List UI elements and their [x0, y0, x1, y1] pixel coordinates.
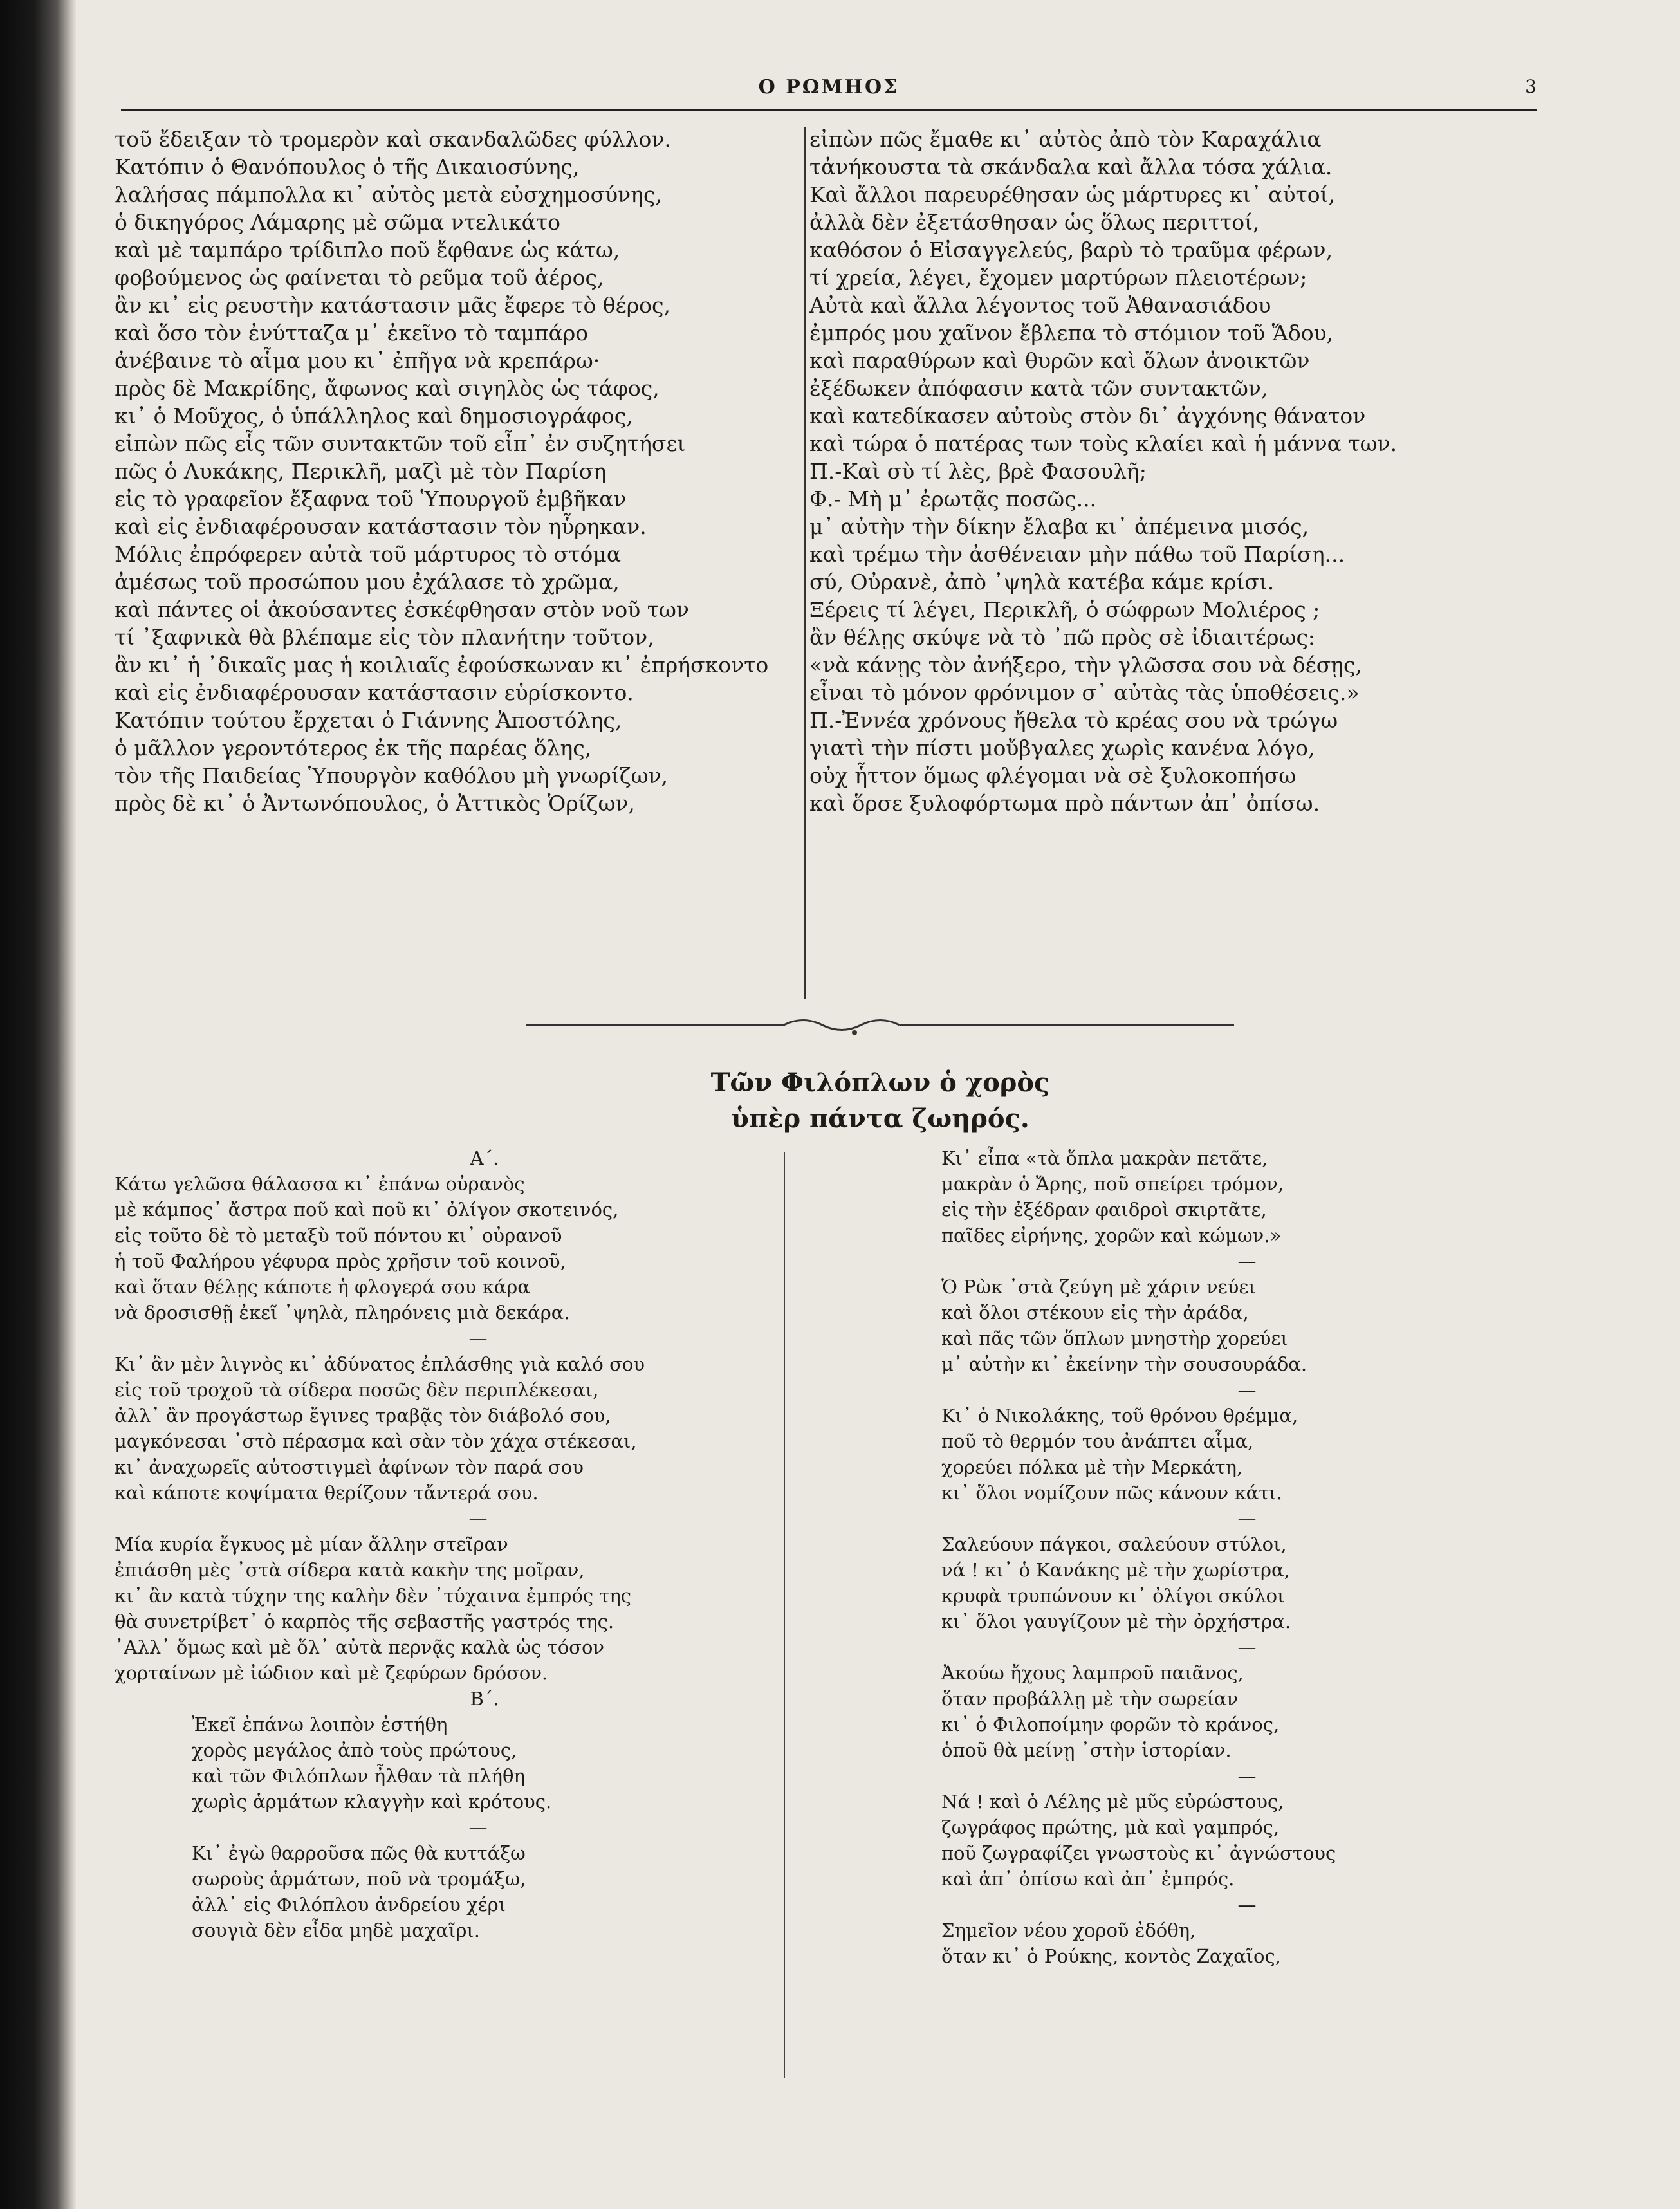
- verse-line: Νά ! καὶ ὁ Λέλης μὲ μῦς εὐρώστους,: [941, 1791, 1284, 1813]
- text-line: καὶ κατεδίκασεν αὐτοὺς στὸν δι᾽ ἀγχόνης θάνατον: [809, 403, 1366, 429]
- text-line: εἰπὼν πῶς ἔμαθε κι᾽ αὐτὸς ἀπὸ τὸν Καραχάλια: [809, 127, 1322, 152]
- verse-line: μ᾽ αὐτὴν κι᾽ ἐκείνην τὴν σουσουράδα.: [941, 1353, 1307, 1375]
- verse-line: ζωγράφος πρώτης, μὰ καὶ γαμπρός,: [941, 1816, 1280, 1838]
- column-divider: [804, 127, 806, 999]
- verse-line: ὅταν προβάλλῃ μὲ τὴν σωρείαν: [941, 1688, 1239, 1710]
- text-line: σύ, Οὐρανὲ, ἀπὸ ᾽ψηλὰ κατέβα κάμε κρίσι.: [809, 569, 1275, 595]
- text-line: ὁ μᾶλλον γεροντότερος ἐκ τῆς παρέας ὅλης,: [115, 735, 592, 761]
- text-line: ἂν κι᾽ ἡ ᾽δικαῖς μας ἡ κοιλιαῖς ἐφούσκωναν κι᾽ ἐπρήσκοντο: [115, 652, 769, 678]
- section-heading: Α΄.: [470, 1147, 499, 1169]
- verse-line: χωρὶς ἁρμάτων κλαγγὴν καὶ κρότους.: [192, 1791, 552, 1813]
- verse-line: εἰς τοῦ τροχοῦ τὰ σίδερα ποσῶς δὲν περιπλέκεσαι,: [115, 1379, 599, 1401]
- verse-line: χορεύει πόλκα μὲ τὴν Μερκάτη,: [941, 1456, 1243, 1478]
- text-line: εἰς τὸ γραφεῖον ἔξαφνα τοῦ Ὑπουργοῦ ἐμβῆκαν: [115, 486, 627, 512]
- verse-line: ἐπιάσθη μὲς ᾽στὰ σίδερα κατὰ κακὴν της μοῖραν,: [115, 1559, 585, 1581]
- text-line: Μόλις ἐπρόφερεν αὐτὰ τοῦ μάρτυρος τὸ στόμα: [115, 542, 622, 567]
- text-line: Αὐτὰ καὶ ἄλλα λέγοντος τοῦ Ἀθανασιάδου: [809, 293, 1271, 318]
- text-line: Κατόπιν τούτου ἔρχεται ὁ Γιάννης Ἀποστόλης,: [115, 708, 622, 733]
- verse-line: μὲ κάμπος᾽ ἄστρα ποῦ καὶ ποῦ κι᾽ ὀλίγον σκοτεινός,: [115, 1199, 619, 1221]
- verse-line: σωροὺς ἁρμάτων, ποῦ νὰ τρομάξω,: [192, 1868, 526, 1890]
- verse-line: μαγκόνεσαι ᾽στὸ πέρασμα καὶ σὰν τὸν χάχα στέκεσαι,: [115, 1430, 637, 1452]
- text-line: τἀνήκουστα τὰ σκάνδαλα καὶ ἄλλα τόσα χάλια.: [809, 154, 1333, 180]
- text-line: μ᾽ αὐτὴν τὴν δίκην ἔλαβα κι᾽ ἀπέμεινα μισός,: [809, 514, 1309, 539]
- text-line: ἀνέβαινε τὸ αἷμα μου κι᾽ ἐπῆγα νὰ κρεπάρω·: [115, 348, 600, 373]
- section-heading: Β΄.: [470, 1688, 499, 1710]
- text-line: τί χρεία, λέγει, ἔχομεν μαρτύρων πλειοτέρων;: [809, 265, 1307, 290]
- text-line: «νὰ κάνῃς τὸν ἀνήξερο, τὴν γλῶσσα σου νὰ δέσῃς,: [809, 652, 1363, 678]
- stanza-separator: —: [468, 1816, 488, 1838]
- verse-line: χορὸς μεγάλος ἀπὸ τοὺς πρώτους,: [192, 1739, 517, 1761]
- verse-line: Κι᾽ ἐγὼ θαρροῦσα πῶς θὰ κυττάξω: [192, 1842, 526, 1864]
- verse-line: ποῦ ζωγραφίζει γνωστοὺς κι᾽ ἀγνώστους: [941, 1842, 1336, 1864]
- text-line: τί ᾽ξαφνικὰ θὰ βλέπαμε εἰς τὸν πλανήτην τοῦτον,: [115, 625, 654, 650]
- text-line: κι᾽ ὁ Μοῦχος, ὁ ὑπάλληλος καὶ δημοσιογράφος,: [115, 403, 633, 429]
- text-line: καὶ μὲ ταμπάρο τρίδιπλο ποῦ ἔφθανε ὡς κάτω,: [115, 237, 620, 263]
- stanza-separator: —: [1237, 1250, 1257, 1272]
- text-line: Κατόπιν ὁ Θανόπουλος ὁ τῆς Δικαιοσύνης,: [115, 154, 580, 180]
- text-line: Φ.- Μὴ μ᾽ ἐρωτᾷς ποσῶς...: [809, 486, 1097, 512]
- verse-line: καὶ ἀπ᾽ ὀπίσω καὶ ἀπ᾽ ἐμπρός.: [941, 1868, 1235, 1890]
- text-line: καὶ εἰς ἐνδιαφέρουσαν κατάστασιν τὸν ηὗρηκαν.: [115, 514, 647, 539]
- text-line: εἶναι τὸ μόνον φρόνιμον σ᾽ αὐτὰς τὰς ὑποθέσεις.»: [809, 680, 1360, 705]
- verse-line: καὶ πᾶς τῶν ὅπλων μνηστὴρ χορεύει: [941, 1327, 1288, 1349]
- verse-line: παῖδες εἰρήνης, χορῶν καὶ κώμων.»: [941, 1225, 1282, 1246]
- poem-title: [526, 1065, 1234, 1137]
- right-text-column: [809, 125, 1569, 817]
- verse-line: Μία κυρία ἔγκυος μὲ μίαν ἄλλην στεῖραν: [115, 1533, 508, 1555]
- masthead-title: Ο ΡΩΜΗΟΣ: [758, 76, 900, 98]
- verse-right-column: [941, 1145, 1553, 1969]
- stanza-separator: —: [1237, 1636, 1257, 1658]
- verse-line: ὁποῦ θὰ μείνῃ ᾽στὴν ἱστορίαν.: [941, 1739, 1232, 1761]
- verse-line: χορταίνων μὲ ἰώδιον καὶ μὲ ζεφύρων δρόσον.: [115, 1662, 548, 1684]
- text-line: Ξέρεις τί λέγει, Περικλῆ, ὁ σώφρων Μολιέρος ;: [809, 597, 1320, 622]
- text-line: ἀμέσως τοῦ προσώπου μου ἐχάλασε τὸ χρῶμα,: [115, 569, 620, 595]
- page-number: 3: [1525, 76, 1537, 97]
- verse-line: Σαλεύουν πάγκοι, σαλεύουν στύλοι,: [941, 1533, 1287, 1555]
- verse-line: Ὁ Ρὼκ ᾽στὰ ζεύγη μὲ χάριν νεύει: [941, 1276, 1256, 1298]
- newspaper-page: [76, 0, 1680, 2209]
- verse-line: καὶ κάποτε κοψίματα θερίζουν τἄντερά σου.: [115, 1482, 539, 1504]
- text-line: καὶ εἰς ἐνδιαφέρουσαν κατάστασιν εὑρίσκοντο.: [115, 680, 634, 705]
- text-line: ἐμπρός μου χαῖνον ἔβλεπα τὸ στόμιον τοῦ Ἅδου,: [809, 320, 1334, 346]
- text-line: καὶ τώρα ὁ πατέρας των τοὺς κλαίει καὶ ἡ μάννα των.: [809, 431, 1398, 456]
- poem-title-line-1: Τῶν Φιλόπλων ὁ χορὸς: [710, 1068, 1050, 1098]
- verse-line: κι᾽ ἂν κατὰ τύχην της καλὴν δὲν ᾽τύχαινα ἐμπρός της: [115, 1585, 631, 1607]
- text-line: Π.-Ἐννέα χρόνους ἤθελα τὸ κρέας σου νὰ τρώγω: [809, 708, 1338, 733]
- stanza-separator: —: [1237, 1379, 1257, 1401]
- verse-line: Ἀκούω ἤχους λαμπροῦ παιᾶνος,: [941, 1662, 1244, 1684]
- text-line: πρὸς δὲ κι᾽ ὁ Ἀντωνόπουλος, ὁ Ἀττικὸς Ὁρίζων,: [115, 791, 635, 816]
- verse-left-column: [115, 1145, 842, 1943]
- text-line: καὶ τρέμω τὴν ἀσθένειαν μὴν πάθω τοῦ Παρίση...: [809, 542, 1345, 567]
- text-line: καθόσον ὁ Εἰσαγγελεύς, βαρὺ τὸ τραῦμα φέρων,: [809, 237, 1333, 263]
- stanza-separator: —: [1237, 1765, 1257, 1787]
- verse-line: νά ! κι᾽ ὁ Κανάκης μὲ τὴν χωρίστρα,: [941, 1559, 1290, 1581]
- verse-column-divider: [784, 1152, 785, 2078]
- text-line: Καὶ ἄλλοι παρευρέθησαν ὡς μάρτυρες κι᾽ αὐτοί,: [809, 182, 1336, 207]
- verse-line: καὶ ὅταν θέλῃς κάποτε ἡ φλογερά σου κάρα: [115, 1276, 530, 1298]
- verse-line: Κάτω γελῶσα θάλασσα κι᾽ ἐπάνω οὐρανὸς: [115, 1173, 525, 1195]
- text-line: εἰπὼν πῶς εἷς τῶν συντακτῶν τοῦ εἶπ᾽ ἐν συζητήσει: [115, 431, 686, 456]
- header-rule: [121, 109, 1537, 111]
- page-header: [121, 76, 1537, 115]
- verse-line: Σημεῖον νέου χοροῦ ἐδόθη,: [941, 1919, 1196, 1941]
- verse-line: κι᾽ ὅλοι γαυγίζουν μὲ τὴν ὀρχήστρα.: [941, 1611, 1291, 1632]
- stanza-separator: —: [468, 1508, 488, 1530]
- verse-line: εἰς τὴν ἐξέδραν φαιδροὶ σκιρτᾶτε,: [941, 1199, 1267, 1221]
- verse-line: κι᾽ ἀναχωρεῖς αὐτοστιγμεὶ ἀφίνων τὸν παρά σου: [115, 1456, 584, 1478]
- text-line: καὶ ὅρσε ξυλοφόρτωμα πρὸ πάντων ἀπ᾽ ὀπίσω.: [809, 791, 1320, 816]
- text-line: ἀλλὰ δὲν ἐξετάσθησαν ὡς ὅλως περιττοί,: [809, 210, 1260, 235]
- text-line: πῶς ὁ Λυκάκης, Περικλῆ, μαζὶ μὲ τὸν Παρίση: [115, 459, 607, 484]
- verse-line: ποῦ τὸ θερμόν του ἀνάπτει αἷμα,: [941, 1430, 1254, 1452]
- verse-line: νὰ δροσισθῇ ἐκεῖ ᾽ψηλὰ, πληρόνεις μιὰ δεκάρα.: [115, 1302, 570, 1324]
- text-line: Π.-Καὶ σὺ τί λὲς, βρὲ Φασουλῆ;: [809, 459, 1147, 484]
- text-line: τὸν τῆς Παιδείας Ὑπουργὸν καθόλου μὴ γνωρίζων,: [115, 763, 669, 788]
- verse-line: μακρὰν ὁ Ἄρης, ποῦ σπείρει τρόμον,: [941, 1173, 1284, 1195]
- text-line: τοῦ ἔδειξαν τὸ τρομερὸν καὶ σκανδαλῶδες φύλλον.: [115, 127, 671, 152]
- text-line: ἂν κι᾽ εἰς ρευστὴν κατάστασιν μᾶς ἔφερε τὸ θέρος,: [115, 293, 671, 318]
- verse-line: Κι᾽ ὁ Νικολάκης, τοῦ θρόνου θρέμμα,: [941, 1405, 1298, 1427]
- stanza-separator: —: [1237, 1894, 1257, 1916]
- stanza-separator: —: [1237, 1508, 1257, 1530]
- verse-line: κι᾽ ὁ Φιλοποίμην φορῶν τὸ κράνος,: [941, 1714, 1280, 1735]
- verse-line: σουγιὰ δὲν εἶδα μηδὲ μαχαῖρι.: [192, 1919, 480, 1941]
- verse-line: θὰ συνετρίβετ᾽ ὁ καρπὸς τῆς σεβαστῆς γαστρός της.: [115, 1611, 614, 1632]
- verse-line: ἀλλ᾽ εἰς Φιλόπλου ἀνδρείου χέρι: [192, 1894, 506, 1916]
- verse-line: ὅταν κι᾽ ὁ Ρούκης, κοντὸς Ζαχαῖος,: [941, 1945, 1281, 1967]
- text-line: γιατὶ τὴν πίστι μοὔβγαλες χωρὶς κανένα λόγο,: [809, 735, 1315, 761]
- text-line: πρὸς δὲ Μακρίδης, ἄφωνος καὶ σιγηλὸς ὡς τάφος,: [115, 376, 660, 401]
- section-ornament: [526, 1012, 1234, 1038]
- verse-line: Κι᾽ εἶπα «τὰ ὅπλα μακρὰν πετᾶτε,: [941, 1147, 1268, 1169]
- verse-line: εἰς τοῦτο δὲ τὸ μεταξὺ τοῦ πόντου κι᾽ οὐρανοῦ: [115, 1225, 562, 1246]
- text-line: ὁ δικηγόρος Λάμαρης μὲ σῶμα ντελικάτο: [115, 210, 560, 235]
- text-line: λαλήσας πάμπολλα κι᾽ αὐτὸς μετὰ εὐσχημοσύνης,: [115, 182, 662, 207]
- verse-line: ἀλλ᾽ ἂν προγάστωρ ἔγινες τραβᾷς τὸν διάβολό σου,: [115, 1405, 611, 1427]
- verse-line: κρυφὰ τρυπώνουν κι᾽ ὀλίγοι σκύλοι: [941, 1585, 1285, 1607]
- text-line: ἐξέδωκεν ἀπόφασιν κατὰ τῶν συντακτῶν,: [809, 376, 1268, 401]
- text-line: καὶ παραθύρων καὶ θυρῶν καὶ ὅλων ἀνοικτῶν: [809, 348, 1310, 373]
- poem-title-line-2: ὑπὲρ πάντα ζωηρός.: [731, 1104, 1029, 1134]
- book-binding-shadow: [0, 0, 76, 2209]
- verse-line: κι᾽ ὅλοι νομίζουν πῶς κάνουν κάτι.: [941, 1482, 1282, 1504]
- text-line: καὶ πάντες οἱ ἀκούσαντες ἐσκέφθησαν στὸν νοῦ των: [115, 597, 689, 622]
- text-line: οὐχ ἧττον ὅμως φλέγομαι νὰ σὲ ξυλοκοπήσω: [809, 763, 1297, 788]
- verse-line: ἡ τοῦ Φαλήρου γέφυρα πρὸς χρῆσιν τοῦ κοινοῦ,: [115, 1250, 566, 1272]
- text-line: φοβούμενος ὡς φαίνεται τὸ ρεῦμα τοῦ ἀέρος,: [115, 265, 604, 290]
- text-line: ἂν θέλῃς σκύψε νὰ τὸ ᾽πῶ πρὸς σὲ ἰδιαιτέρως:: [809, 625, 1316, 650]
- left-text-column: [115, 125, 806, 817]
- verse-line: Κι᾽ ἂν μὲν λιγνὸς κι᾽ ἀδύνατος ἐπλάσθης γιὰ καλό σου: [115, 1353, 645, 1375]
- verse-line: ᾽Αλλ᾽ ὅμως καὶ μὲ ὅλ᾽ αὐτὰ περνᾷς καλὰ ὡς τόσον: [115, 1636, 605, 1658]
- text-line: καὶ ὅσο τὸν ἐνύτταζα μ᾽ ἐκεῖνο τὸ ταμπάρο: [115, 320, 589, 346]
- verse-line: καὶ τῶν Φιλόπλων ἦλθαν τὰ πλήθη: [192, 1765, 525, 1787]
- stanza-separator: —: [468, 1327, 488, 1349]
- verse-line: καὶ ὅλοι στέκουν εἰς τὴν ἀράδα,: [941, 1302, 1249, 1324]
- verse-line: Ἐκεῖ ἐπάνω λοιπὸν ἐστήθη: [192, 1714, 448, 1735]
